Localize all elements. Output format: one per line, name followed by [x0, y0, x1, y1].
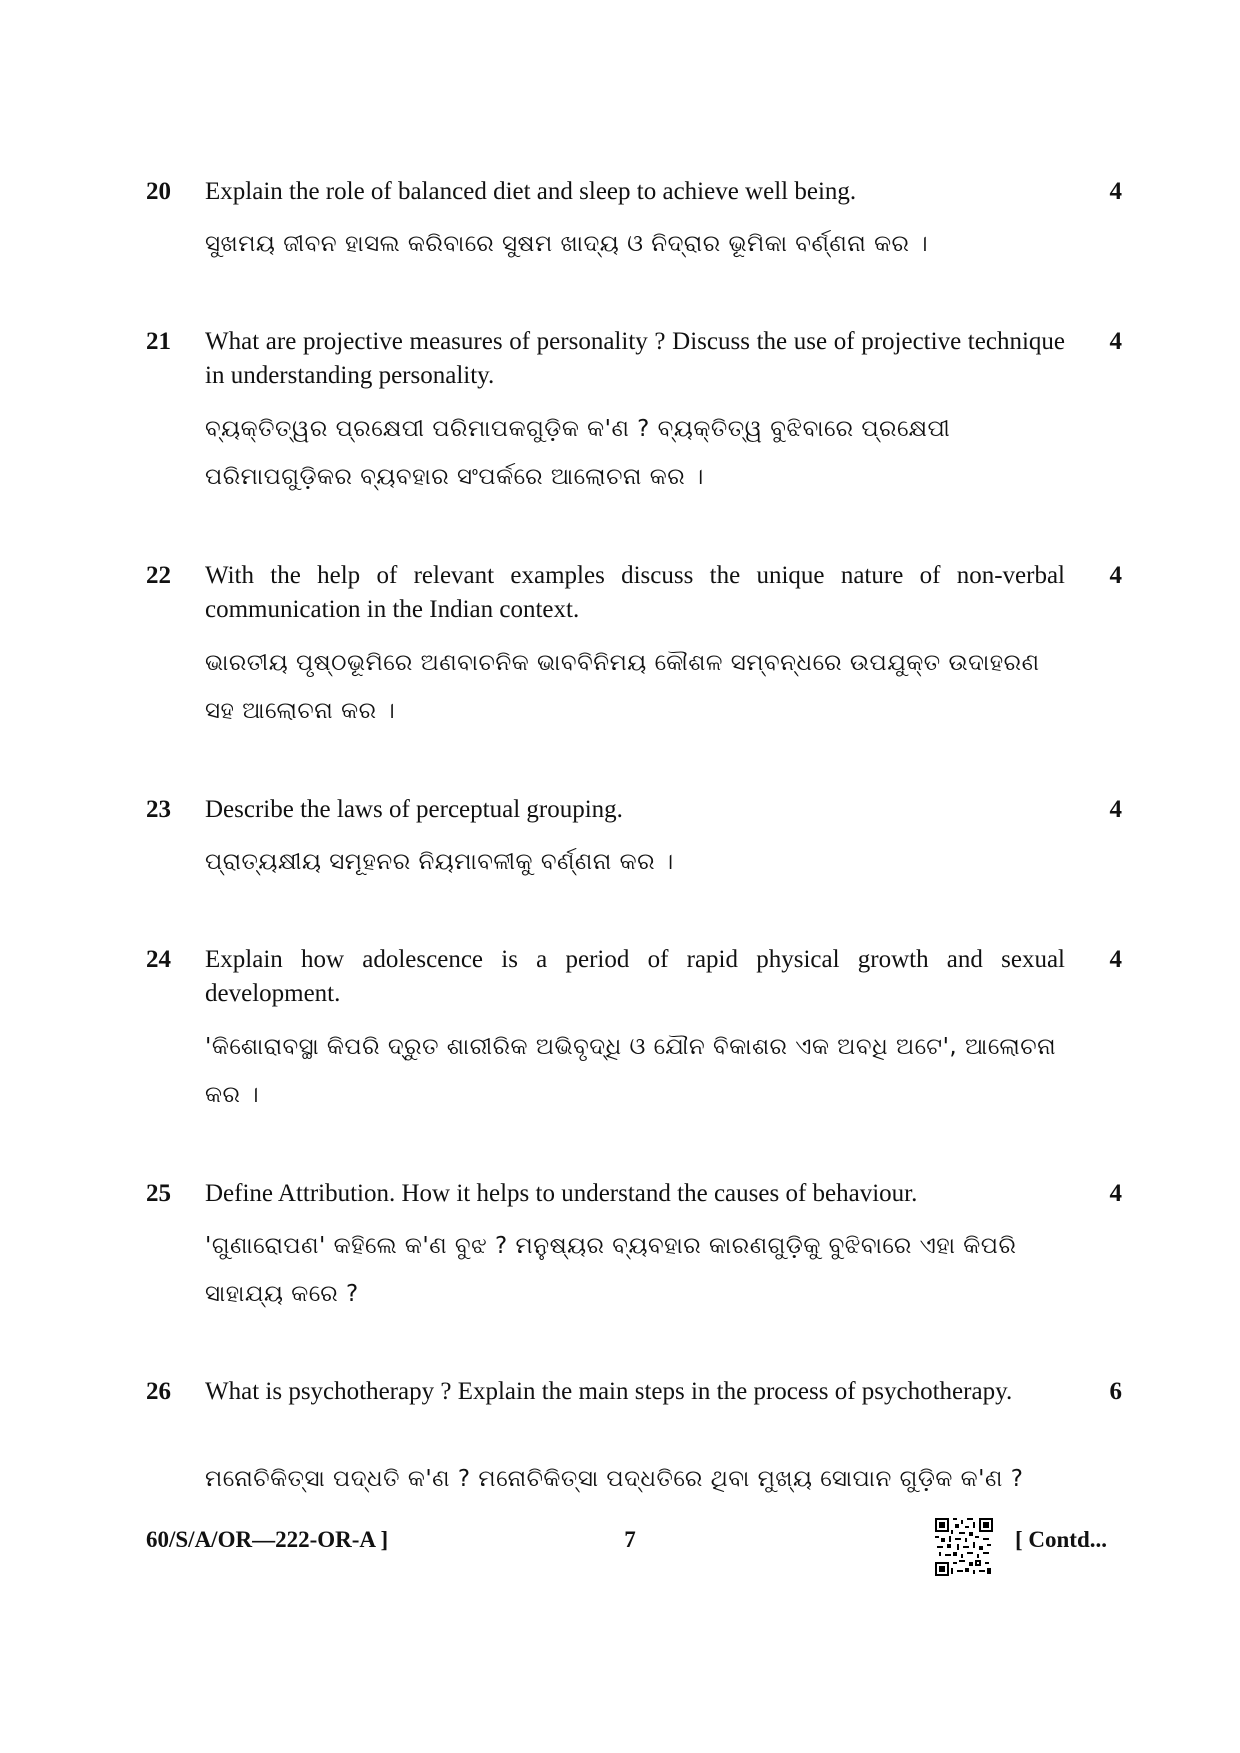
- question-text-odia: ଭାରତୀୟ ପୃଷ୍ଠଭୂମିରେ ଅଣବାଚନିକ ଭାବବିନିମୟ କୌଶଳ ସମ୍ବନ୍ଧରେ ଉପଯୁକ୍ତ ଉଦାହରଣ ସହ ଆଲୋଚନା କର ।: [205, 650, 1040, 724]
- paper-code: 60/S/A/OR—222-OR-A ]: [146, 1527, 389, 1552]
- question-text-english: What is psychotherapy ? Explain the main steps in the process of psychotherapy.: [205, 1378, 1013, 1405]
- question-text-english: With the help of relevant examples discuss the unique nature of non-verbal communication in the Indian context.: [205, 562, 1065, 623]
- page-number: 7: [624, 1527, 636, 1552]
- question-text-english: Describe the laws of perceptual grouping.: [205, 796, 623, 823]
- question-marks: 4: [1109, 946, 1122, 973]
- question-number: 22: [146, 562, 171, 589]
- question-text-odia: ବ୍ୟକ୍ତିତ୍ୱର ପ୍ରକ୍ଷେପୀ ପରିମାପକଗୁଡ଼ିକ କ'ଣ ? ବ୍ୟକ୍ତିତ୍ୱ ବୁଝିବାରେ ପ୍ରକ୍ଷେପୀ ପରିମାପଗୁଡ଼ିକର ବ୍ୟବହାର ସଂପର୍କରେ ଆଲୋଚନା କର ।: [205, 416, 951, 490]
- question-marks: 4: [1109, 1180, 1122, 1207]
- question-text-english: Explain how adolescence is a period of rapid physical growth and sexual development.: [205, 946, 1065, 1007]
- question-number: 26: [146, 1378, 171, 1405]
- question-number: 25: [146, 1180, 171, 1207]
- question-marks: 4: [1109, 562, 1122, 589]
- question-number: 21: [146, 328, 171, 355]
- question-text-odia: ସୁଖମୟ ଜୀବନ ହାସଲ କରିବାରେ ସୁଷମ ଖାଦ୍ୟ ଓ ନିଦ୍ରାର ଭୂମିକା ବର୍ଣ୍ଣନା କର ।: [205, 231, 929, 257]
- question-text-english: Explain the role of balanced diet and sleep to achieve well being.: [205, 178, 857, 205]
- question-text-english: What are projective measures of personality ? Discuss the use of projective technique in understanding personality.: [205, 328, 1065, 389]
- question-number: 23: [146, 796, 171, 823]
- question-number: 20: [146, 178, 171, 205]
- question-text-odia: ପ୍ରାତ୍ୟକ୍ଷୀୟ ସମୂହନର ନିୟମାବଳୀକୁ ବର୍ଣ୍ଣନା କର ।: [205, 849, 674, 875]
- question-text-odia: 'ଗୁଣାରୋପଣ' କହିଲେ କ'ଣ ବୁଝ ? ମନୁଷ୍ୟର ବ୍ୟବହାର କାରଣଗୁଡ଼ିକୁ ବୁଝିବାରେ ଏହା କିପରି ସାହାଯ୍ୟ କରେ ?: [205, 1233, 1017, 1307]
- question-marks: 4: [1109, 178, 1122, 205]
- question-marks: 4: [1109, 328, 1122, 355]
- question-number: 24: [146, 946, 171, 973]
- question-text-english: Define Attribution. How it helps to understand the causes of behaviour.: [205, 1180, 918, 1207]
- question-marks: 4: [1109, 796, 1122, 823]
- continued-label: [ Contd...: [1015, 1527, 1108, 1552]
- question-text-odia: ମନୋଚିକିତ୍ସା ପଦ୍ଧତି କ'ଣ ? ମନୋଚିକିତ୍ସା ପଦ୍ଧତିରେ ଥିବା ମୁଖ୍ୟ ସୋପାନ ଗୁଡ଼ିକ କ'ଣ ?: [205, 1466, 1024, 1492]
- qr-code-icon: [935, 1518, 993, 1576]
- question-text-odia: 'କିଶୋରାବସ୍ଥା କିପରି ଦ୍ରୁତ ଶାରୀରିକ ଅଭିବୃଦ୍ଧି ଓ ଯୌନ ବିକାଶର ଏକ ଅବଧି ଅଟେ', ଆଲୋଚନା କର ।: [205, 1034, 1057, 1108]
- question-marks: 6: [1109, 1378, 1122, 1405]
